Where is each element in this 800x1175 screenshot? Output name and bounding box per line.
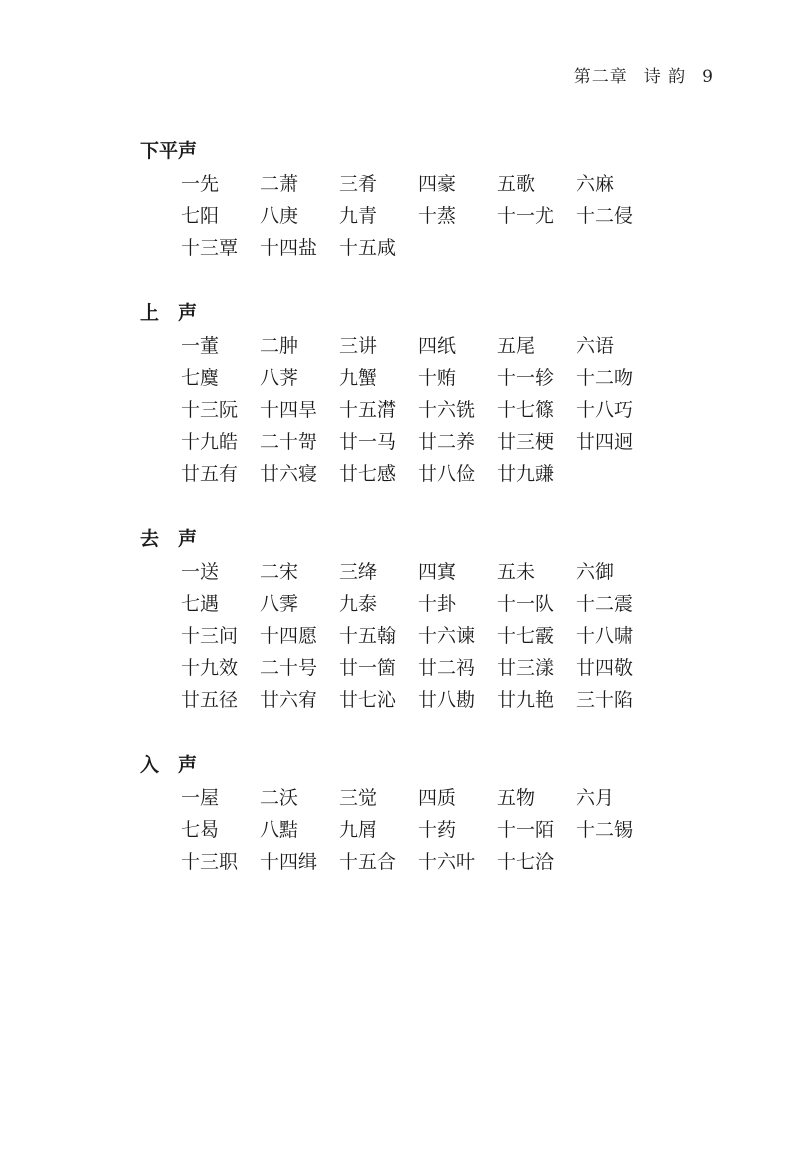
rhyme-entry: 廿四敬 xyxy=(576,657,634,679)
rhyme-grid xyxy=(181,330,700,490)
tone-section xyxy=(140,750,700,878)
rhyme-entry: 廿九艳 xyxy=(497,689,555,711)
rhyme-entry: 二十号 xyxy=(260,657,318,679)
rhyme-entry: 十四缉 xyxy=(260,851,318,873)
rhyme-entry: 十三问 xyxy=(181,625,239,647)
rhyme-entry: 十八巧 xyxy=(576,399,634,421)
rhyme-entry: 廿一马 xyxy=(339,431,397,453)
rhyme-entry: 十七洽 xyxy=(497,851,555,873)
rhyme-entry: 五尾 xyxy=(497,335,536,357)
page-number: 9 xyxy=(702,67,714,87)
rhyme-entry: 七麌 xyxy=(181,367,220,389)
rhyme-row xyxy=(181,362,700,394)
rhyme-entry: 十贿 xyxy=(418,367,457,389)
rhyme-entry: 二萧 xyxy=(260,173,299,195)
rhyme-entry: 四质 xyxy=(418,787,457,809)
rhyme-list xyxy=(140,136,700,912)
rhyme-entry: 九屑 xyxy=(339,819,378,841)
rhyme-entry: 廿六宥 xyxy=(260,689,318,711)
rhyme-entry: 廿八勘 xyxy=(418,689,476,711)
chapter-label: 第二章 xyxy=(573,67,628,87)
rhyme-row xyxy=(181,232,700,264)
rhyme-entry: 十七霰 xyxy=(497,625,555,647)
rhyme-entry: 四纸 xyxy=(418,335,457,357)
rhyme-entry: 十九效 xyxy=(181,657,239,679)
rhyme-entry: 廿六寝 xyxy=(260,463,318,485)
rhyme-entry: 十七篠 xyxy=(497,399,555,421)
rhyme-row xyxy=(181,588,700,620)
section-title: 入 声 xyxy=(140,754,198,776)
rhyme-entry: 三肴 xyxy=(339,173,378,195)
rhyme-entry: 十蒸 xyxy=(418,205,457,227)
rhyme-entry: 廿二养 xyxy=(418,431,476,453)
rhyme-entry: 六御 xyxy=(576,561,615,583)
rhyme-entry: 十四盐 xyxy=(260,237,318,259)
rhyme-row xyxy=(181,814,700,846)
rhyme-row xyxy=(181,620,700,652)
rhyme-entry: 十二侵 xyxy=(576,205,634,227)
rhyme-entry: 十药 xyxy=(418,819,457,841)
rhyme-entry: 四豪 xyxy=(418,173,457,195)
rhyme-entry: 九青 xyxy=(339,205,378,227)
rhyme-entry: 七曷 xyxy=(181,819,220,841)
chapter-title: 诗 韵 xyxy=(643,67,687,87)
rhyme-entry: 十五合 xyxy=(339,851,397,873)
rhyme-row xyxy=(181,556,700,588)
rhyme-entry: 廿二祃 xyxy=(418,657,476,679)
rhyme-row xyxy=(181,330,700,362)
rhyme-row xyxy=(181,426,700,458)
rhyme-entry: 廿八俭 xyxy=(418,463,476,485)
rhyme-entry: 十六铣 xyxy=(418,399,476,421)
rhyme-entry: 五未 xyxy=(497,561,536,583)
rhyme-entry: 廿五径 xyxy=(181,689,239,711)
rhyme-entry: 八庚 xyxy=(260,205,299,227)
rhyme-row xyxy=(181,684,700,716)
rhyme-grid xyxy=(181,168,700,264)
rhyme-entry: 六语 xyxy=(576,335,615,357)
tone-section xyxy=(140,524,700,716)
rhyme-row xyxy=(181,782,700,814)
rhyme-entry: 二肿 xyxy=(260,335,299,357)
rhyme-entry: 一董 xyxy=(181,335,220,357)
rhyme-entry: 十三阮 xyxy=(181,399,239,421)
rhyme-entry: 廿五有 xyxy=(181,463,239,485)
running-header xyxy=(574,62,714,87)
rhyme-entry: 一屋 xyxy=(181,787,220,809)
rhyme-entry: 二宋 xyxy=(260,561,299,583)
rhyme-entry: 十五潸 xyxy=(339,399,397,421)
rhyme-entry: 四寘 xyxy=(418,561,457,583)
rhyme-entry: 十八啸 xyxy=(576,625,634,647)
rhyme-entry: 三讲 xyxy=(339,335,378,357)
rhyme-entry: 六月 xyxy=(576,787,615,809)
rhyme-row xyxy=(181,458,700,490)
rhyme-entry: 十三职 xyxy=(181,851,239,873)
rhyme-row xyxy=(181,652,700,684)
rhyme-entry: 十一尤 xyxy=(497,205,555,227)
rhyme-row xyxy=(181,846,700,878)
rhyme-entry: 三觉 xyxy=(339,787,378,809)
rhyme-entry: 十四愿 xyxy=(260,625,318,647)
rhyme-entry: 十二震 xyxy=(576,593,634,615)
rhyme-entry: 十一队 xyxy=(497,593,555,615)
rhyme-entry: 三绛 xyxy=(339,561,378,583)
rhyme-entry: 七阳 xyxy=(181,205,220,227)
rhyme-entry: 七遇 xyxy=(181,593,220,615)
rhyme-entry: 十一陌 xyxy=(497,819,555,841)
rhyme-entry: 十三覃 xyxy=(181,237,239,259)
rhyme-entry: 廿三漾 xyxy=(497,657,555,679)
rhyme-entry: 十五咸 xyxy=(339,237,397,259)
rhyme-entry: 廿九豏 xyxy=(497,463,555,485)
rhyme-entry: 十六谏 xyxy=(418,625,476,647)
rhyme-entry: 十卦 xyxy=(418,593,457,615)
rhyme-entry: 十九皓 xyxy=(181,431,239,453)
rhyme-entry: 廿三梗 xyxy=(497,431,555,453)
rhyme-entry: 廿四迥 xyxy=(576,431,634,453)
section-title: 下平声 xyxy=(140,140,198,162)
rhyme-entry: 三十陷 xyxy=(576,689,634,711)
rhyme-entry: 十四旱 xyxy=(260,399,318,421)
rhyme-row xyxy=(181,168,700,200)
section-title: 去 声 xyxy=(140,528,198,550)
rhyme-entry: 一先 xyxy=(181,173,220,195)
section-title: 上 声 xyxy=(140,302,198,324)
rhyme-entry: 六麻 xyxy=(576,173,615,195)
rhyme-entry: 廿一箇 xyxy=(339,657,397,679)
rhyme-entry: 五歌 xyxy=(497,173,536,195)
rhyme-grid xyxy=(181,556,700,716)
rhyme-entry: 八霁 xyxy=(260,593,299,615)
rhyme-row xyxy=(181,394,700,426)
rhyme-entry: 廿七沁 xyxy=(339,689,397,711)
rhyme-entry: 八黠 xyxy=(260,819,299,841)
tone-section xyxy=(140,136,700,264)
rhyme-entry: 九蟹 xyxy=(339,367,378,389)
rhyme-entry: 十一轸 xyxy=(497,367,555,389)
rhyme-entry: 一送 xyxy=(181,561,220,583)
rhyme-entry: 五物 xyxy=(497,787,536,809)
rhyme-entry: 八荠 xyxy=(260,367,299,389)
rhyme-entry: 廿七感 xyxy=(339,463,397,485)
rhyme-entry: 十五翰 xyxy=(339,625,397,647)
tone-section xyxy=(140,298,700,490)
rhyme-entry: 十六叶 xyxy=(418,851,476,873)
rhyme-entry: 十二吻 xyxy=(576,367,634,389)
rhyme-grid xyxy=(181,782,700,878)
rhyme-row xyxy=(181,200,700,232)
rhyme-entry: 二沃 xyxy=(260,787,299,809)
rhyme-entry: 九泰 xyxy=(339,593,378,615)
rhyme-entry: 二十哿 xyxy=(260,431,318,453)
rhyme-entry: 十二锡 xyxy=(576,819,634,841)
